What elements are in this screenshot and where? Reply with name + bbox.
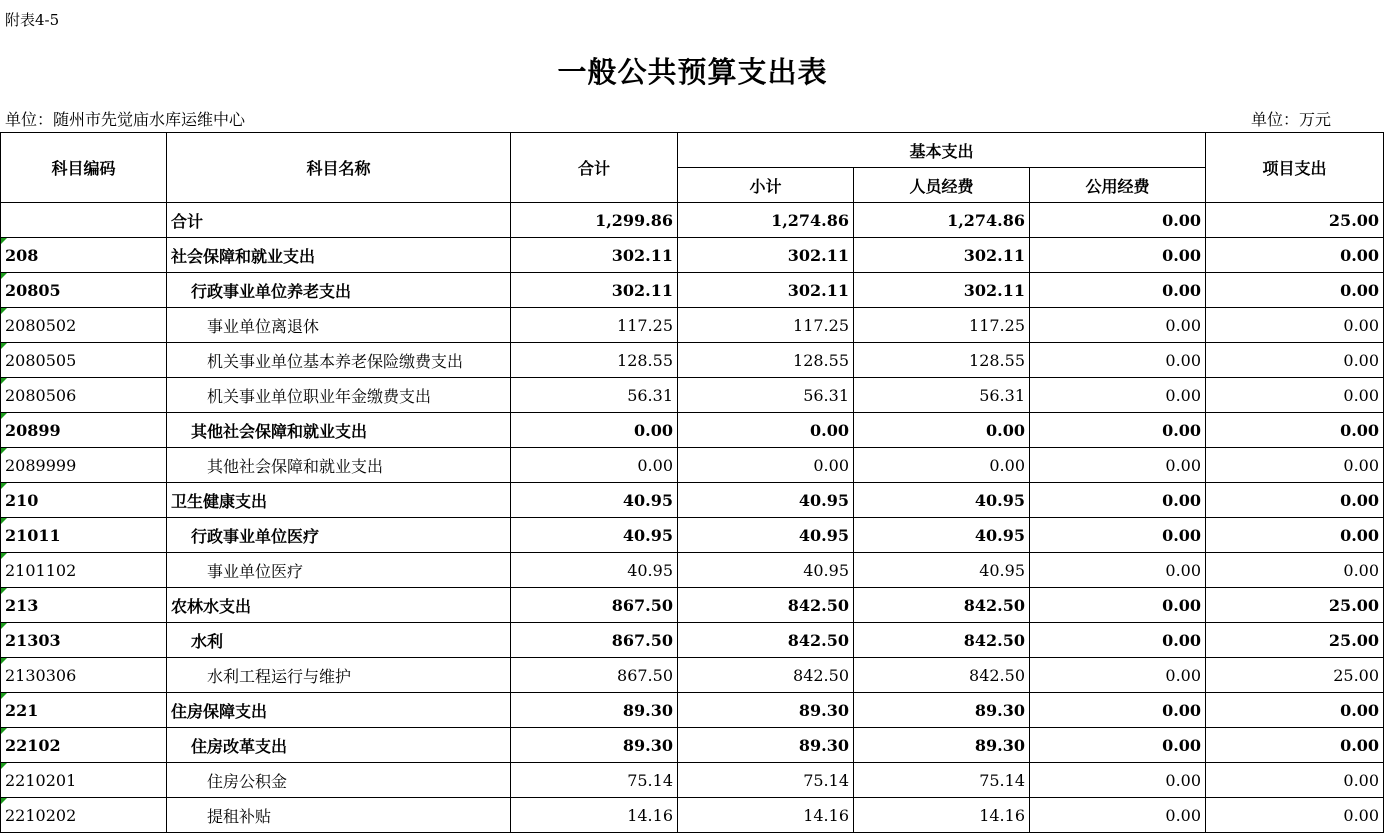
cell-personnel[interactable]: 89.30 (854, 728, 1030, 763)
cell-subtotal[interactable]: 302.11 (678, 238, 854, 273)
header-name: 科目名称 (167, 133, 511, 203)
cell-total[interactable]: 40.95 (511, 518, 678, 553)
table-tag: 附表4-5 (5, 11, 60, 29)
cell-code[interactable] (1, 343, 167, 378)
cell-marker-icon (1, 273, 7, 279)
cell-subtotal[interactable]: 40.95 (678, 518, 854, 553)
code-text: 22102 (5, 735, 61, 755)
cell-marker-icon (1, 658, 7, 664)
code-text: 2101102 (5, 560, 77, 580)
cell-name[interactable]: 事业单位医疗 (167, 553, 511, 588)
cell-personnel[interactable]: 302.11 (854, 273, 1030, 308)
header-subtotal: 小计 (678, 168, 854, 203)
table-header (1, 133, 1384, 203)
table-row (1, 378, 1384, 413)
table-row (1, 658, 1384, 693)
cell-personnel[interactable]: 1,274.86 (854, 203, 1030, 238)
cell-code[interactable] (1, 238, 167, 273)
cell-total[interactable]: 14.16 (511, 798, 678, 833)
cell-code[interactable] (1, 378, 167, 413)
cell-subtotal[interactable]: 75.14 (678, 763, 854, 798)
cell-total[interactable]: 40.95 (511, 553, 678, 588)
cell-code[interactable] (1, 658, 167, 693)
table-row (1, 518, 1384, 553)
cell-total[interactable]: 75.14 (511, 763, 678, 798)
cell-total[interactable]: 89.30 (511, 728, 678, 763)
cell-code[interactable] (1, 448, 167, 483)
cell-project[interactable]: 0.00 (1206, 518, 1384, 553)
cell-name[interactable]: 其他社会保障和就业支出 (167, 448, 511, 483)
cell-marker-icon (1, 553, 7, 559)
cell-total[interactable]: 128.55 (511, 343, 678, 378)
cell-code[interactable] (1, 308, 167, 343)
cell-personnel[interactable]: 302.11 (854, 238, 1030, 273)
table-row (1, 553, 1384, 588)
code-text: 2080505 (5, 350, 77, 370)
cell-name[interactable]: 合计 (167, 203, 511, 238)
code-text: 2210201 (5, 770, 77, 790)
cell-total[interactable]: 867.50 (511, 658, 678, 693)
cell-project[interactable]: 0.00 (1206, 238, 1384, 273)
cell-subtotal[interactable]: 842.50 (678, 623, 854, 658)
code-text: 20899 (5, 420, 61, 440)
cell-subtotal[interactable]: 0.00 (678, 448, 854, 483)
cell-code[interactable] (1, 203, 167, 238)
cell-marker-icon (1, 588, 7, 594)
cell-marker-icon (1, 693, 7, 699)
cell-code[interactable] (1, 728, 167, 763)
unit-organization: 单位：随州市先觉庙水库运维中心 (5, 110, 246, 129)
cell-project[interactable]: 25.00 (1206, 588, 1384, 623)
cell-personnel[interactable]: 40.95 (854, 483, 1030, 518)
cell-public[interactable]: 0.00 (1030, 798, 1206, 833)
cell-name[interactable]: 机关事业单位基本养老保险缴费支出 (167, 343, 511, 378)
cell-code[interactable] (1, 588, 167, 623)
cell-total[interactable]: 867.50 (511, 623, 678, 658)
cell-project[interactable]: 0.00 (1206, 728, 1384, 763)
cell-subtotal[interactable]: 842.50 (678, 588, 854, 623)
cell-public[interactable]: 0.00 (1030, 308, 1206, 343)
table-row (1, 343, 1384, 378)
cell-public[interactable]: 0.00 (1030, 588, 1206, 623)
cell-personnel[interactable]: 75.14 (854, 763, 1030, 798)
cell-marker-icon (1, 413, 7, 419)
cell-marker-icon (1, 448, 7, 454)
cell-personnel[interactable]: 14.16 (854, 798, 1030, 833)
cell-personnel[interactable]: 40.95 (854, 553, 1030, 588)
table-row (1, 763, 1384, 798)
header-basic: 基本支出 (678, 133, 1206, 168)
cell-project[interactable]: 0.00 (1206, 308, 1384, 343)
code-text: 213 (5, 595, 39, 615)
code-text: 208 (5, 245, 39, 265)
cell-project[interactable]: 0.00 (1206, 798, 1384, 833)
cell-total[interactable]: 302.11 (511, 273, 678, 308)
table-row (1, 273, 1384, 308)
cell-code[interactable] (1, 798, 167, 833)
cell-project[interactable]: 0.00 (1206, 483, 1384, 518)
cell-public[interactable]: 0.00 (1030, 658, 1206, 693)
cell-total[interactable]: 40.95 (511, 483, 678, 518)
cell-name[interactable]: 水利 (167, 623, 511, 658)
budget-table (0, 132, 1384, 833)
cell-name[interactable]: 提租补贴 (167, 798, 511, 833)
code-text: 2089999 (5, 455, 77, 475)
cell-project[interactable]: 0.00 (1206, 343, 1384, 378)
code-text: 2080506 (5, 385, 77, 405)
cell-public[interactable]: 0.00 (1030, 273, 1206, 308)
cell-total[interactable]: 0.00 (511, 413, 678, 448)
cell-subtotal[interactable]: 56.31 (678, 378, 854, 413)
cell-name[interactable]: 住房保障支出 (167, 693, 511, 728)
cell-name[interactable]: 住房公积金 (167, 763, 511, 798)
header-public: 公用经费 (1030, 168, 1206, 203)
cell-project[interactable]: 0.00 (1206, 378, 1384, 413)
cell-total[interactable]: 867.50 (511, 588, 678, 623)
cell-project[interactable]: 0.00 (1206, 273, 1384, 308)
cell-marker-icon (1, 623, 7, 629)
table-row (1, 623, 1384, 658)
cell-public[interactable]: 0.00 (1030, 238, 1206, 273)
code-text: 21011 (5, 525, 61, 545)
header-code: 科目编码 (1, 133, 167, 203)
code-text: 21303 (5, 630, 61, 650)
cell-name[interactable]: 机关事业单位职业年金缴费支出 (167, 378, 511, 413)
cell-subtotal[interactable]: 89.30 (678, 693, 854, 728)
cell-personnel[interactable]: 89.30 (854, 693, 1030, 728)
cell-public[interactable]: 0.00 (1030, 693, 1206, 728)
cell-personnel[interactable]: 0.00 (854, 413, 1030, 448)
cell-marker-icon (1, 343, 7, 349)
cell-name[interactable]: 行政事业单位医疗 (167, 518, 511, 553)
cell-subtotal[interactable]: 40.95 (678, 483, 854, 518)
cell-personnel[interactable]: 56.31 (854, 378, 1030, 413)
cell-personnel[interactable]: 128.55 (854, 343, 1030, 378)
table-row (1, 203, 1384, 238)
table-row (1, 238, 1384, 273)
table-row (1, 798, 1384, 833)
cell-code[interactable] (1, 273, 167, 308)
cell-total[interactable]: 89.30 (511, 693, 678, 728)
header-total: 合计 (511, 133, 678, 203)
cell-marker-icon (1, 483, 7, 489)
cell-marker-icon (1, 308, 7, 314)
cell-code[interactable] (1, 763, 167, 798)
cell-personnel[interactable]: 40.95 (854, 518, 1030, 553)
cell-subtotal[interactable]: 40.95 (678, 553, 854, 588)
cell-subtotal[interactable]: 0.00 (678, 413, 854, 448)
cell-project[interactable]: 0.00 (1206, 763, 1384, 798)
cell-public[interactable]: 0.00 (1030, 763, 1206, 798)
cell-personnel[interactable]: 117.25 (854, 308, 1030, 343)
cell-code[interactable] (1, 483, 167, 518)
cell-personnel[interactable]: 0.00 (854, 448, 1030, 483)
cell-subtotal[interactable]: 1,274.86 (678, 203, 854, 238)
cell-subtotal[interactable]: 117.25 (678, 308, 854, 343)
cell-name[interactable]: 卫生健康支出 (167, 483, 511, 518)
cell-marker-icon (1, 378, 7, 384)
code-text: 2080502 (5, 315, 77, 335)
header-project: 项目支出 (1206, 133, 1384, 203)
header-personnel: 人员经费 (854, 168, 1030, 203)
cell-project[interactable]: 0.00 (1206, 413, 1384, 448)
cell-public[interactable]: 0.00 (1030, 448, 1206, 483)
cell-code[interactable] (1, 518, 167, 553)
cell-subtotal[interactable]: 14.16 (678, 798, 854, 833)
cell-name[interactable]: 农林水支出 (167, 588, 511, 623)
cell-project[interactable]: 25.00 (1206, 658, 1384, 693)
code-text: 20805 (5, 280, 61, 300)
cell-public[interactable]: 0.00 (1030, 343, 1206, 378)
cell-public[interactable]: 0.00 (1030, 553, 1206, 588)
cell-public[interactable]: 0.00 (1030, 203, 1206, 238)
cell-marker-icon (1, 518, 7, 524)
cell-project[interactable]: 0.00 (1206, 553, 1384, 588)
cell-personnel[interactable]: 842.50 (854, 658, 1030, 693)
cell-marker-icon (1, 728, 7, 734)
cell-total[interactable]: 1,299.86 (511, 203, 678, 238)
page-title: 一般公共预算支出表 (557, 55, 828, 89)
code-text: 210 (5, 490, 39, 510)
cell-subtotal[interactable]: 89.30 (678, 728, 854, 763)
cell-marker-icon (1, 238, 7, 244)
table-row (1, 483, 1384, 518)
cell-personnel[interactable]: 842.50 (854, 623, 1030, 658)
cell-name[interactable]: 社会保障和就业支出 (167, 238, 511, 273)
cell-code[interactable] (1, 693, 167, 728)
cell-subtotal[interactable]: 128.55 (678, 343, 854, 378)
cell-total[interactable]: 56.31 (511, 378, 678, 413)
table-row (1, 308, 1384, 343)
code-text: 2210202 (5, 805, 77, 825)
cell-code[interactable] (1, 553, 167, 588)
table-row (1, 413, 1384, 448)
cell-personnel[interactable]: 842.50 (854, 588, 1030, 623)
cell-name[interactable]: 事业单位离退休 (167, 308, 511, 343)
cell-marker-icon (1, 798, 7, 804)
table-row (1, 728, 1384, 763)
table-row (1, 693, 1384, 728)
cell-marker-icon (1, 763, 7, 769)
table-row (1, 588, 1384, 623)
cell-public[interactable]: 0.00 (1030, 623, 1206, 658)
cell-code[interactable] (1, 413, 167, 448)
cell-public[interactable]: 0.00 (1030, 378, 1206, 413)
unit-currency: 单位：万元 (1251, 110, 1332, 129)
cell-total[interactable]: 0.00 (511, 448, 678, 483)
cell-name[interactable]: 行政事业单位养老支出 (167, 273, 511, 308)
cell-name[interactable]: 住房改革支出 (167, 728, 511, 763)
cell-project[interactable]: 0.00 (1206, 693, 1384, 728)
cell-project[interactable]: 25.00 (1206, 203, 1384, 238)
cell-name[interactable]: 其他社会保障和就业支出 (167, 413, 511, 448)
cell-code[interactable] (1, 623, 167, 658)
table-body (1, 203, 1384, 833)
cell-name[interactable]: 水利工程运行与维护 (167, 658, 511, 693)
cell-public[interactable]: 0.00 (1030, 728, 1206, 763)
table-row (1, 448, 1384, 483)
cell-public[interactable]: 0.00 (1030, 483, 1206, 518)
cell-public[interactable]: 0.00 (1030, 518, 1206, 553)
cell-total[interactable]: 302.11 (511, 238, 678, 273)
code-text: 2130306 (5, 665, 77, 685)
code-text: 221 (5, 700, 39, 720)
cell-public[interactable]: 0.00 (1030, 413, 1206, 448)
cell-subtotal[interactable]: 302.11 (678, 273, 854, 308)
cell-total[interactable]: 117.25 (511, 308, 678, 343)
cell-project[interactable]: 0.00 (1206, 448, 1384, 483)
cell-project[interactable]: 25.00 (1206, 623, 1384, 658)
cell-subtotal[interactable]: 842.50 (678, 658, 854, 693)
